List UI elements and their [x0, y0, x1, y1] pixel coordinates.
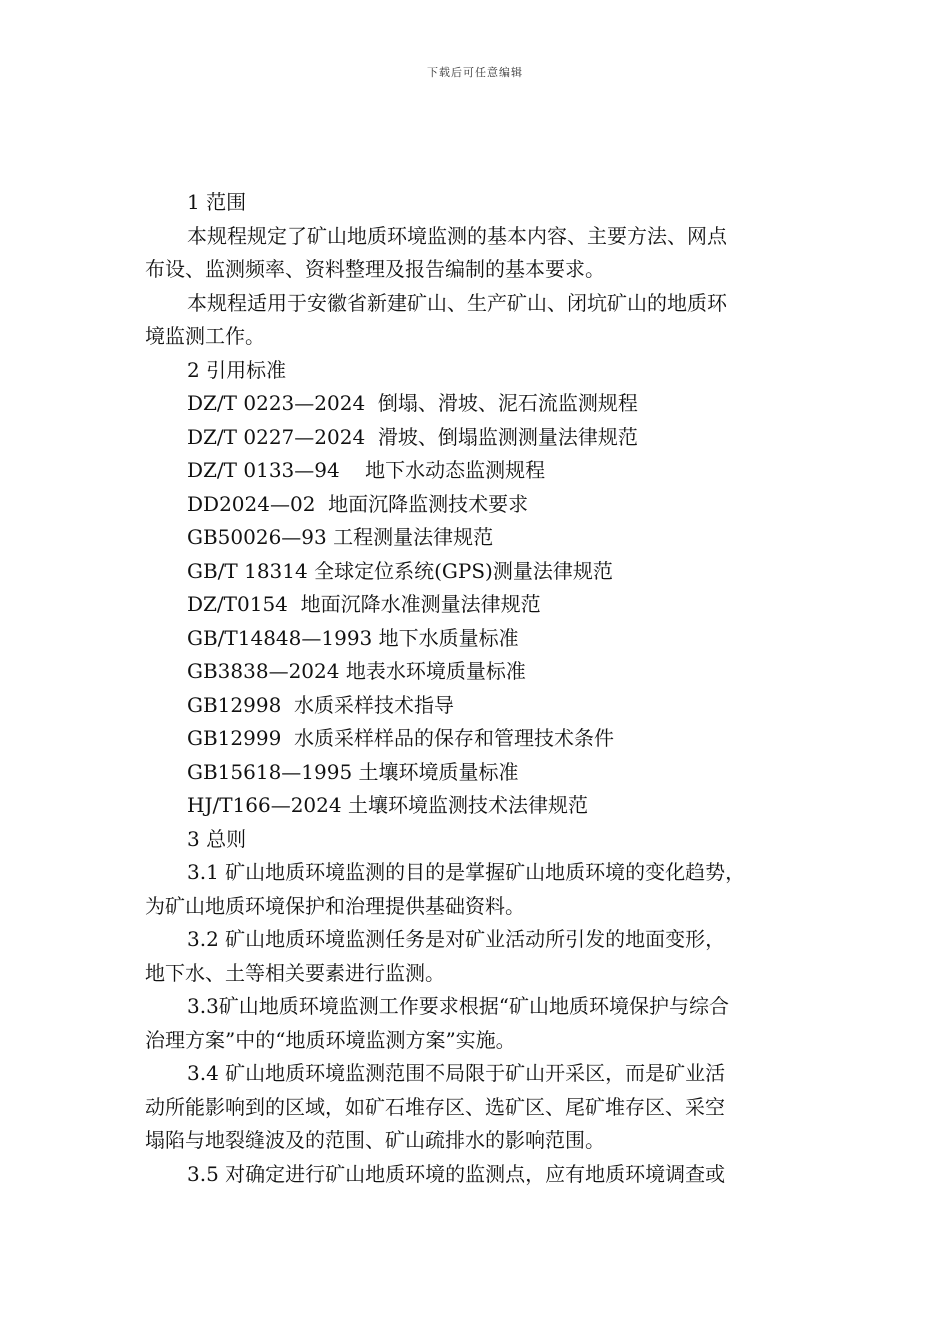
text-line: 本规程适用于安徽省新建矿山、生产矿山、闭坑矿山的地质环 [187, 290, 727, 315]
text-line: GB/T14848—1993 地下水质量标准 [187, 625, 519, 650]
text-line: GB12999 水质采样样品的保存和管理技术条件 [187, 726, 615, 750]
text-line: GB12998 水质采样技术指导 [187, 692, 455, 717]
text-line: 治理方案”中的“地质环境监测方案”实施。 [145, 1027, 516, 1052]
text-line: DZ/T 0227—2024 滑坡、倒塌监测测量法律规范 [187, 424, 638, 449]
text-line: 塌陷与地裂缝波及的范围、矿山疏排水的影响范围。 [145, 1128, 605, 1152]
text-line: 1 范围 [187, 190, 247, 214]
text-line: DZ/T 0133—94 地下水动态监测规程 [187, 458, 546, 482]
text-line: 3.5 对确定进行矿山地质环境的监测点，应有地质环境调查或 [187, 1161, 726, 1186]
text-line: 3.2 矿山地质环境监测任务是对矿业活动所引发的地面变形， [187, 927, 726, 951]
text-line: 3.3矿山地质环境监测工作要求根据“矿山地质环境保护与综合 [187, 994, 730, 1018]
text-line: 3.1 矿山地质环境监测的目的是掌握矿山地质环境的变化趋势， [187, 860, 746, 884]
text-line: DD2024—02 地面沉降监测技术要求 [187, 491, 529, 516]
text-line: 为矿山地质环境保护和治理提供基础资料。 [145, 893, 525, 918]
text-line: GB/T 18314 全球定位系统(GPS)测量法律规范 [187, 558, 613, 583]
text-line: GB50026—93 工程测量法律规范 [187, 525, 494, 549]
text-line: 动所能影响到的区域，如矿石堆存区、选矿区、尾矿堆存区、采空 [145, 1094, 725, 1119]
text-line: HJ/T166—2024 土壤环境监测技术法律规范 [187, 793, 588, 817]
text-line: GB3838—2024 地表水环境质量标准 [187, 659, 526, 683]
text-line: GB15618—1995 土壤环境质量标准 [187, 759, 519, 784]
text-line: 地下水、土等相关要素进行监测。 [145, 960, 445, 985]
text-line: 布设、监测频率、资料整理及报告编制的基本要求。 [145, 257, 605, 281]
text-line: DZ/T0154 地面沉降水准测量法律规范 [187, 592, 541, 616]
text-line: 3.4 矿山地质环境监测范围不局限于矿山开采区，而是矿业活 [187, 1061, 726, 1085]
text-line: 境监测工作。 [145, 324, 265, 348]
text-line: 2 引用标准 [187, 357, 287, 382]
text-line: 3 总则 [187, 826, 247, 851]
text-line: 本规程规定了矿山地质环境监测的基本内容、主要方法、网点 [187, 223, 727, 248]
page-header-note: 下载后可任意编辑 [427, 66, 523, 79]
document-body [145, 186, 815, 1191]
text-line: DZ/T 0223—2024 倒塌、滑坡、泥石流监测规程 [187, 391, 638, 415]
